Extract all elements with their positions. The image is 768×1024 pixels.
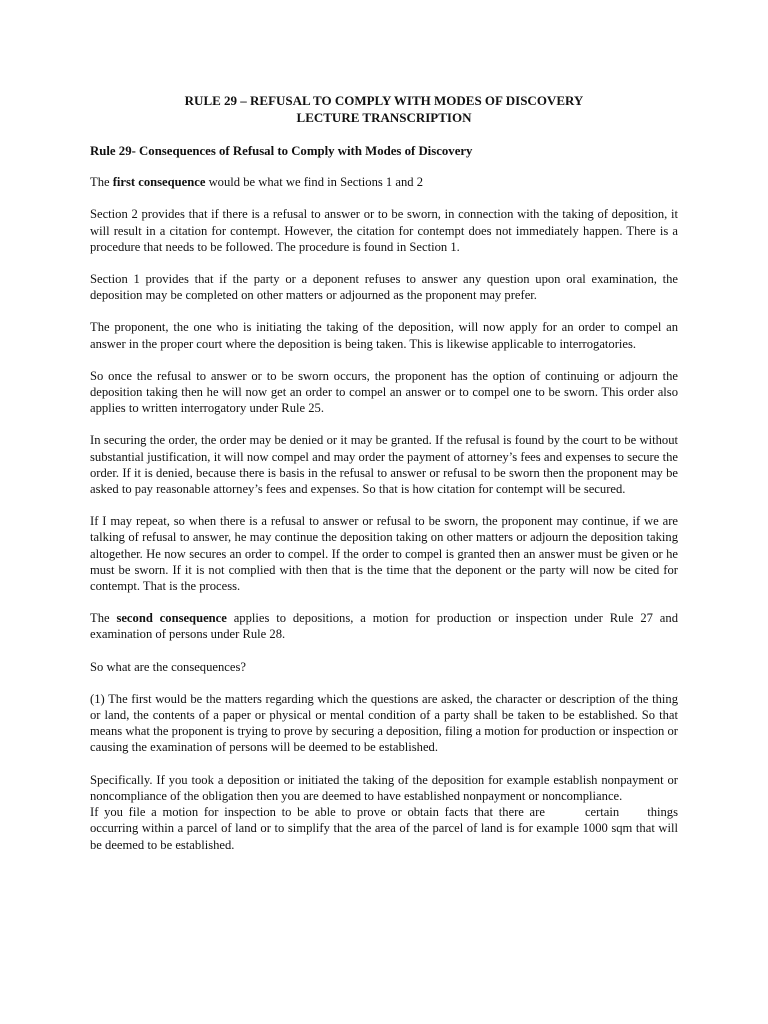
title-line-2: LECTURE TRANSCRIPTION [296, 110, 472, 125]
paragraph-section-1: Section 1 provides that if the party or a deponent refuses to answer any question upon oral examination, the deposition may be completed on other matters or adjourned as the proponent may prefer. [90, 272, 678, 303]
bold-term: second consequence [116, 611, 227, 626]
bold-term: first consequence [112, 175, 206, 190]
paragraph-question: So what are the consequences? [90, 659, 246, 674]
paragraph-first-consequence: The first consequence would be what we find in Sections 1 and 2 [90, 175, 423, 190]
paragraph-repeat: If I may repeat, so when there is a refusal to answer or refusal to be sworn, the proponent may continue, if we are talking of refusal to answer, he may continue the deposition taking on other matters or adjourn the deposition taking altogether. He now secures an order to compel. If the order to compel is granted then an answer must be given or he must be sworn. If it is not complied with then that is the time that the deponent or the party will now be cited for contempt. That is the process. [90, 514, 678, 594]
section-heading: Rule 29- Consequences of Refusal to Comply with Modes of Discovery [90, 144, 473, 158]
paragraph-inspection: If you file a motion for inspection to be able to prove or obtain facts that there are certain things occurring within a parcel of land or to simplify that the area of the parcel of land is for example 1000 sqm that will be deemed to be established. [90, 805, 678, 852]
paragraph-specifically: Specifically. If you took a deposition or initiated the taking of the deposition for example establish nonpayment or noncompliance of the obligation then you are deemed to have established nonpayment or noncompliance. [90, 772, 678, 803]
paragraph-securing-order: In securing the order, the order may be denied or it may be granted. If the refusal is found by the court to be without substantial justification, it will now compel and may order the payment of attorney’s fees and expenses to secure the order. If it is denied, because there is basis in the refusal to answer or refusal to be sworn then the proponent may be asked to pay reasonable attorney’s fees and expenses. So that is how citation for contempt will be secured. [90, 433, 678, 497]
title-line-1: RULE 29 – REFUSAL TO COMPLY WITH MODES OF DISCOVERY [184, 93, 584, 108]
paragraph-section-2: Section 2 provides that if there is a refusal to answer or to be sworn, in connection with the taking of deposition, it will result in a citation for contempt. However, the citation for contempt does not immediately happen. There is a procedure that needs to be followed. The procedure is found in Section 1. [90, 207, 678, 254]
paragraph-first-point: (1) The first would be the matters regarding which the questions are asked, the character or description of the thing or land, the contents of a paper or physical or mental condition of a party shall be taken to be established. So that means what the proponent is trying to prove by securing a deposition, filing a motion for production or inspection or causing the examination of persons will be deemed to be established. [90, 691, 678, 755]
document-title [90, 92, 678, 126]
paragraph-second-consequence: The second consequence applies to depositions, a motion for production or inspection under Rule 27 and examination of persons under Rule 28. [90, 611, 678, 642]
document-page [90, 92, 678, 869]
paragraph-refusal-occurs: So once the refusal to answer or to be sworn occurs, the proponent has the option of continuing or adjourn the deposition taking then he will now get an order to compel an answer or to compel one to be sworn. This order also applies to written interrogatory under Rule 25. [90, 368, 678, 416]
paragraph-proponent: The proponent, the one who is initiating the taking of the deposition, will now apply for an order to compel an answer in the proper court where the deposition is being taken. This is likewise applicable to interrogatories. [90, 320, 678, 351]
